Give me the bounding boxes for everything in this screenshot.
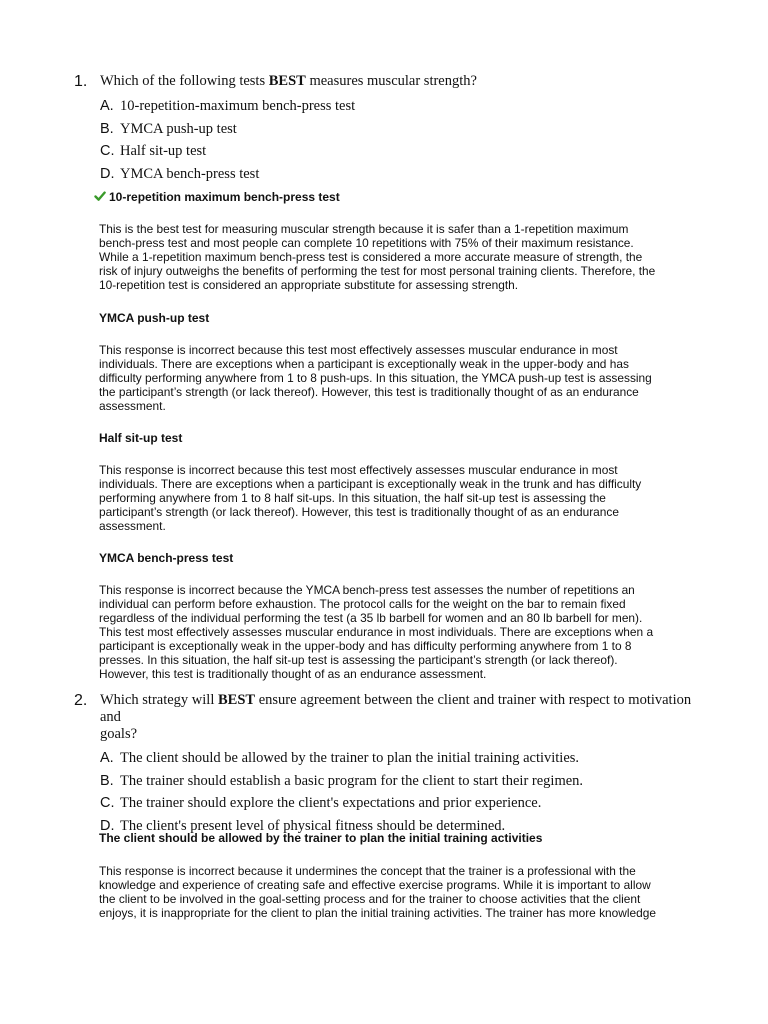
feedback-line: risk of injury outweighs the benefits of performing the test for most personal training clients. Therefore, the (99, 264, 656, 278)
option-d[interactable] (100, 164, 694, 187)
feedback-line: assessment. (99, 399, 166, 413)
option-letter: B. (100, 120, 114, 137)
feedback-incorrect (99, 311, 691, 326)
feedback-line: This is the best test for measuring muscular strength because it is safer than a 1-repetition maximum (99, 222, 629, 236)
option-letter: A. (100, 98, 114, 114)
feedback-line: This response is incorrect because the YMCA bench-press test assesses the number of repetitions an (99, 583, 635, 597)
feedback-line: individuals. There are exceptions when a participant is exceptionally weak in the trunk and has difficulty (99, 477, 642, 491)
feedback-line: This response is incorrect because it undermines the concept that the trainer is a professional with the (99, 864, 636, 878)
feedback-heading: YMCA push-up test (99, 311, 210, 325)
option-b[interactable] (100, 771, 694, 794)
option-letter: B. (100, 772, 114, 789)
feedback-line: performing anywhere from 1 to 8 half sit-ups. In this situation, the half sit-up test is assessing the (99, 491, 606, 505)
feedback-line: presses. In this situation, the half sit-up test is assessing the participant’s strength (or lack thereof). (99, 653, 618, 667)
feedback-heading: YMCA bench-press test (99, 551, 234, 565)
feedback-heading: The client should be allowed by the trainer to plan the initial training activities (99, 831, 543, 845)
feedback-line: 10-repetition test is considered an appropriate substitute for assessing strength. (99, 278, 519, 292)
feedback-line: However, this test is traditionally thought of as an endurance assessment. (99, 667, 487, 681)
feedback-body (99, 343, 691, 413)
feedback-heading: Half sit-up test (99, 431, 183, 445)
feedback-line: assessment. (99, 519, 166, 533)
option-letter: A. (100, 750, 114, 766)
feedback-line: individual can perform before exhaustion. The protocol calls for the weight on the bar to remain fixed (99, 597, 626, 611)
question-text: Which of the following tests BEST measures muscular strength? (100, 73, 477, 89)
question-text: Which strategy will BEST ensure agreement between the client and trainer with respect to motivation and goals? (100, 692, 692, 742)
answer-options (100, 96, 694, 186)
feedback-incorrect (99, 831, 691, 846)
feedback-body (99, 864, 691, 920)
feedback-line: participant’s strength (or lack thereof). However, this test is traditionally thought of as an endurance (99, 505, 619, 519)
question-2 (74, 692, 694, 838)
feedback-body (99, 222, 691, 292)
answer-options (100, 748, 694, 838)
feedback-line: While a 1-repetition maximum bench-press test is considered a more accurate measure of strength, the (99, 250, 643, 264)
option-text: YMCA push-up test (120, 120, 237, 137)
option-text: The trainer should establish a basic program for the client to start their regimen. (120, 772, 584, 789)
question-number: 1. (74, 73, 88, 90)
option-letter: C. (100, 143, 115, 159)
feedback-incorrect (99, 431, 691, 446)
option-text: Half sit-up test (120, 143, 207, 159)
feedback-line: regardless of the individual performing the test (a 35 lb barbell for women and an 80 lb barbell for men). (99, 611, 643, 625)
feedback-correct (99, 190, 691, 205)
feedback-line: This response is incorrect because this test most effectively assesses muscular endurance in most (99, 463, 618, 477)
option-text: 10-repetition-maximum bench-press test (120, 98, 356, 114)
option-text: The client's present level of physical fitness should be determined. (120, 817, 506, 834)
question-number: 2. (74, 692, 88, 709)
option-a[interactable] (100, 96, 694, 119)
option-letter: D. (100, 165, 115, 182)
check-icon (94, 190, 106, 202)
feedback-line: difficulty performing anywhere from 1 to 8 push-ups. In this situation, the YMCA push-up test is assessing (99, 371, 652, 385)
option-c[interactable] (100, 141, 694, 164)
feedback-line: the participant’s strength (or lack thereof). However, this test is traditionally thought of as an endurance (99, 385, 639, 399)
feedback-line: individuals. There are exceptions when a participant is exceptionally weak in the upper-body and has (99, 357, 629, 371)
feedback-line: This response is incorrect because this test most effectively assesses muscular endurance in most (99, 343, 618, 357)
option-letter: D. (100, 817, 115, 834)
emphasis: BEST (268, 73, 306, 89)
feedback-line: the client to be involved in the goal-setting process and for the trainer to choose activities that the client (99, 892, 641, 906)
feedback-line: This test most effectively assesses muscular endurance in most individuals. There are exceptions when a (99, 625, 654, 639)
feedback-line: bench-press test and most people can complete 10 repetitions with 75% of their maximum resistance. (99, 236, 634, 250)
emphasis: BEST (217, 692, 256, 708)
feedback-line: participant is exceptionally weak in the upper-body and has difficulty performing anywhere from 1 to 8 (99, 639, 632, 653)
feedback-incorrect (99, 551, 691, 566)
feedback-line: knowledge and experience of creating safe and effective exercise programs. While it is important to allow (99, 878, 651, 892)
question-1 (74, 73, 694, 186)
option-c[interactable] (100, 793, 694, 816)
option-text: The client should be allowed by the trainer to plan the initial training activities. (120, 750, 580, 766)
option-text: The trainer should explore the client's expectations and prior experience. (120, 795, 542, 811)
feedback-heading: 10-repetition maximum bench-press test (94, 190, 691, 205)
option-a[interactable] (100, 748, 694, 771)
option-letter: C. (100, 795, 115, 811)
option-b[interactable] (100, 119, 694, 142)
feedback-line: enjoys, it is inappropriate for the client to plan the initial training activities. The trainer has more knowledge (99, 906, 656, 920)
option-text: YMCA bench-press test (120, 165, 260, 182)
feedback-body (99, 463, 691, 533)
feedback-body (99, 583, 691, 681)
